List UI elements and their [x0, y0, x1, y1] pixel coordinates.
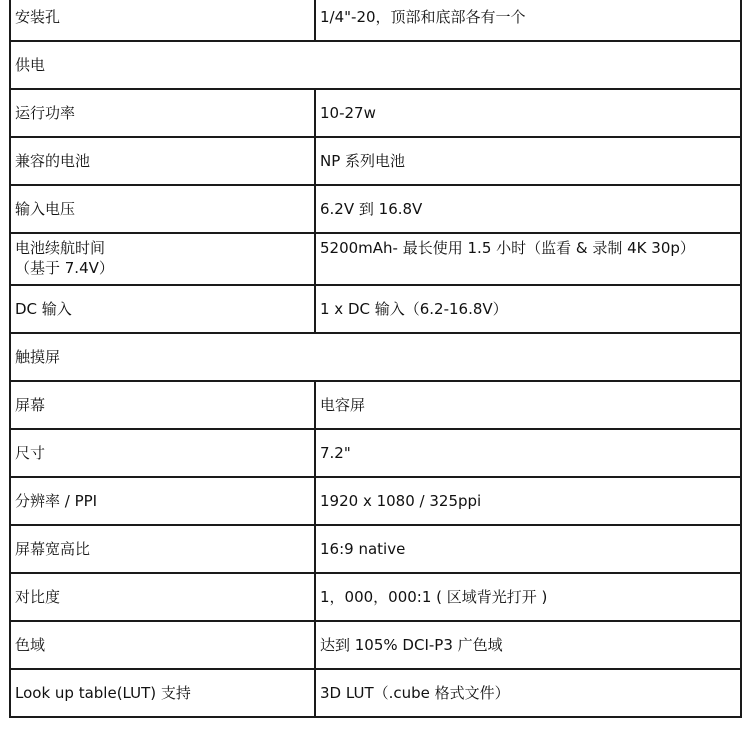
section-row-power: [10, 41, 741, 89]
table-row: [10, 89, 741, 137]
row-label: DC 输入: [10, 285, 315, 333]
section-row-touchscreen: [10, 333, 741, 381]
spec-table: [9, 0, 742, 718]
row-value: 1920 x 1080 / 325ppi: [315, 477, 741, 525]
row-value: 达到 105% DCI-P3 广色域: [315, 621, 741, 669]
section-title: 供电: [10, 41, 741, 89]
table-row: [10, 381, 741, 429]
table-row: [10, 525, 741, 573]
table-row: [10, 285, 741, 333]
table-row: [10, 573, 741, 621]
table-row: [10, 669, 741, 717]
row-label: 屏幕宽高比: [10, 525, 315, 573]
row-value: 5200mAh- 最长使用 1.5 小时（监看 & 录制 4K 30p）: [315, 233, 741, 285]
row-label: 色域: [10, 621, 315, 669]
table-row: [10, 429, 741, 477]
row-value: 6.2V 到 16.8V: [315, 185, 741, 233]
row-value: 1，000，000:1 ( 区域背光打开 ): [315, 573, 741, 621]
row-value: NP 系列电池: [315, 137, 741, 185]
row-label: 安装孔: [10, 0, 315, 41]
row-label: 兼容的电池: [10, 137, 315, 185]
table-row: [10, 233, 741, 285]
table-row: [10, 477, 741, 525]
row-value: 7.2": [315, 429, 741, 477]
row-label: 分辨率 / PPI: [10, 477, 315, 525]
row-label: 对比度: [10, 573, 315, 621]
table-row: [10, 185, 741, 233]
row-value: 电容屏: [315, 381, 741, 429]
table-row: [10, 621, 741, 669]
row-label: 输入电压: [10, 185, 315, 233]
row-label: 电池续航时间: [15, 239, 106, 257]
section-title: 触摸屏: [10, 333, 741, 381]
table-row: [10, 137, 741, 185]
row-value: 1/4"-20，顶部和底部各有一个: [315, 0, 741, 41]
table-row: [10, 0, 741, 41]
row-label: 屏幕: [10, 381, 315, 429]
row-label-two-line: [10, 233, 315, 285]
row-label: Look up table(LUT) 支持: [10, 669, 315, 717]
row-label: 运行功率: [10, 89, 315, 137]
row-value: 3D LUT（.cube 格式文件）: [315, 669, 741, 717]
row-label-sub: （基于 7.4V）: [15, 259, 114, 277]
row-value: 10-27w: [315, 89, 741, 137]
row-value: 16:9 native: [315, 525, 741, 573]
row-label: 尺寸: [10, 429, 315, 477]
row-value: 1 x DC 输入（6.2-16.8V）: [315, 285, 741, 333]
